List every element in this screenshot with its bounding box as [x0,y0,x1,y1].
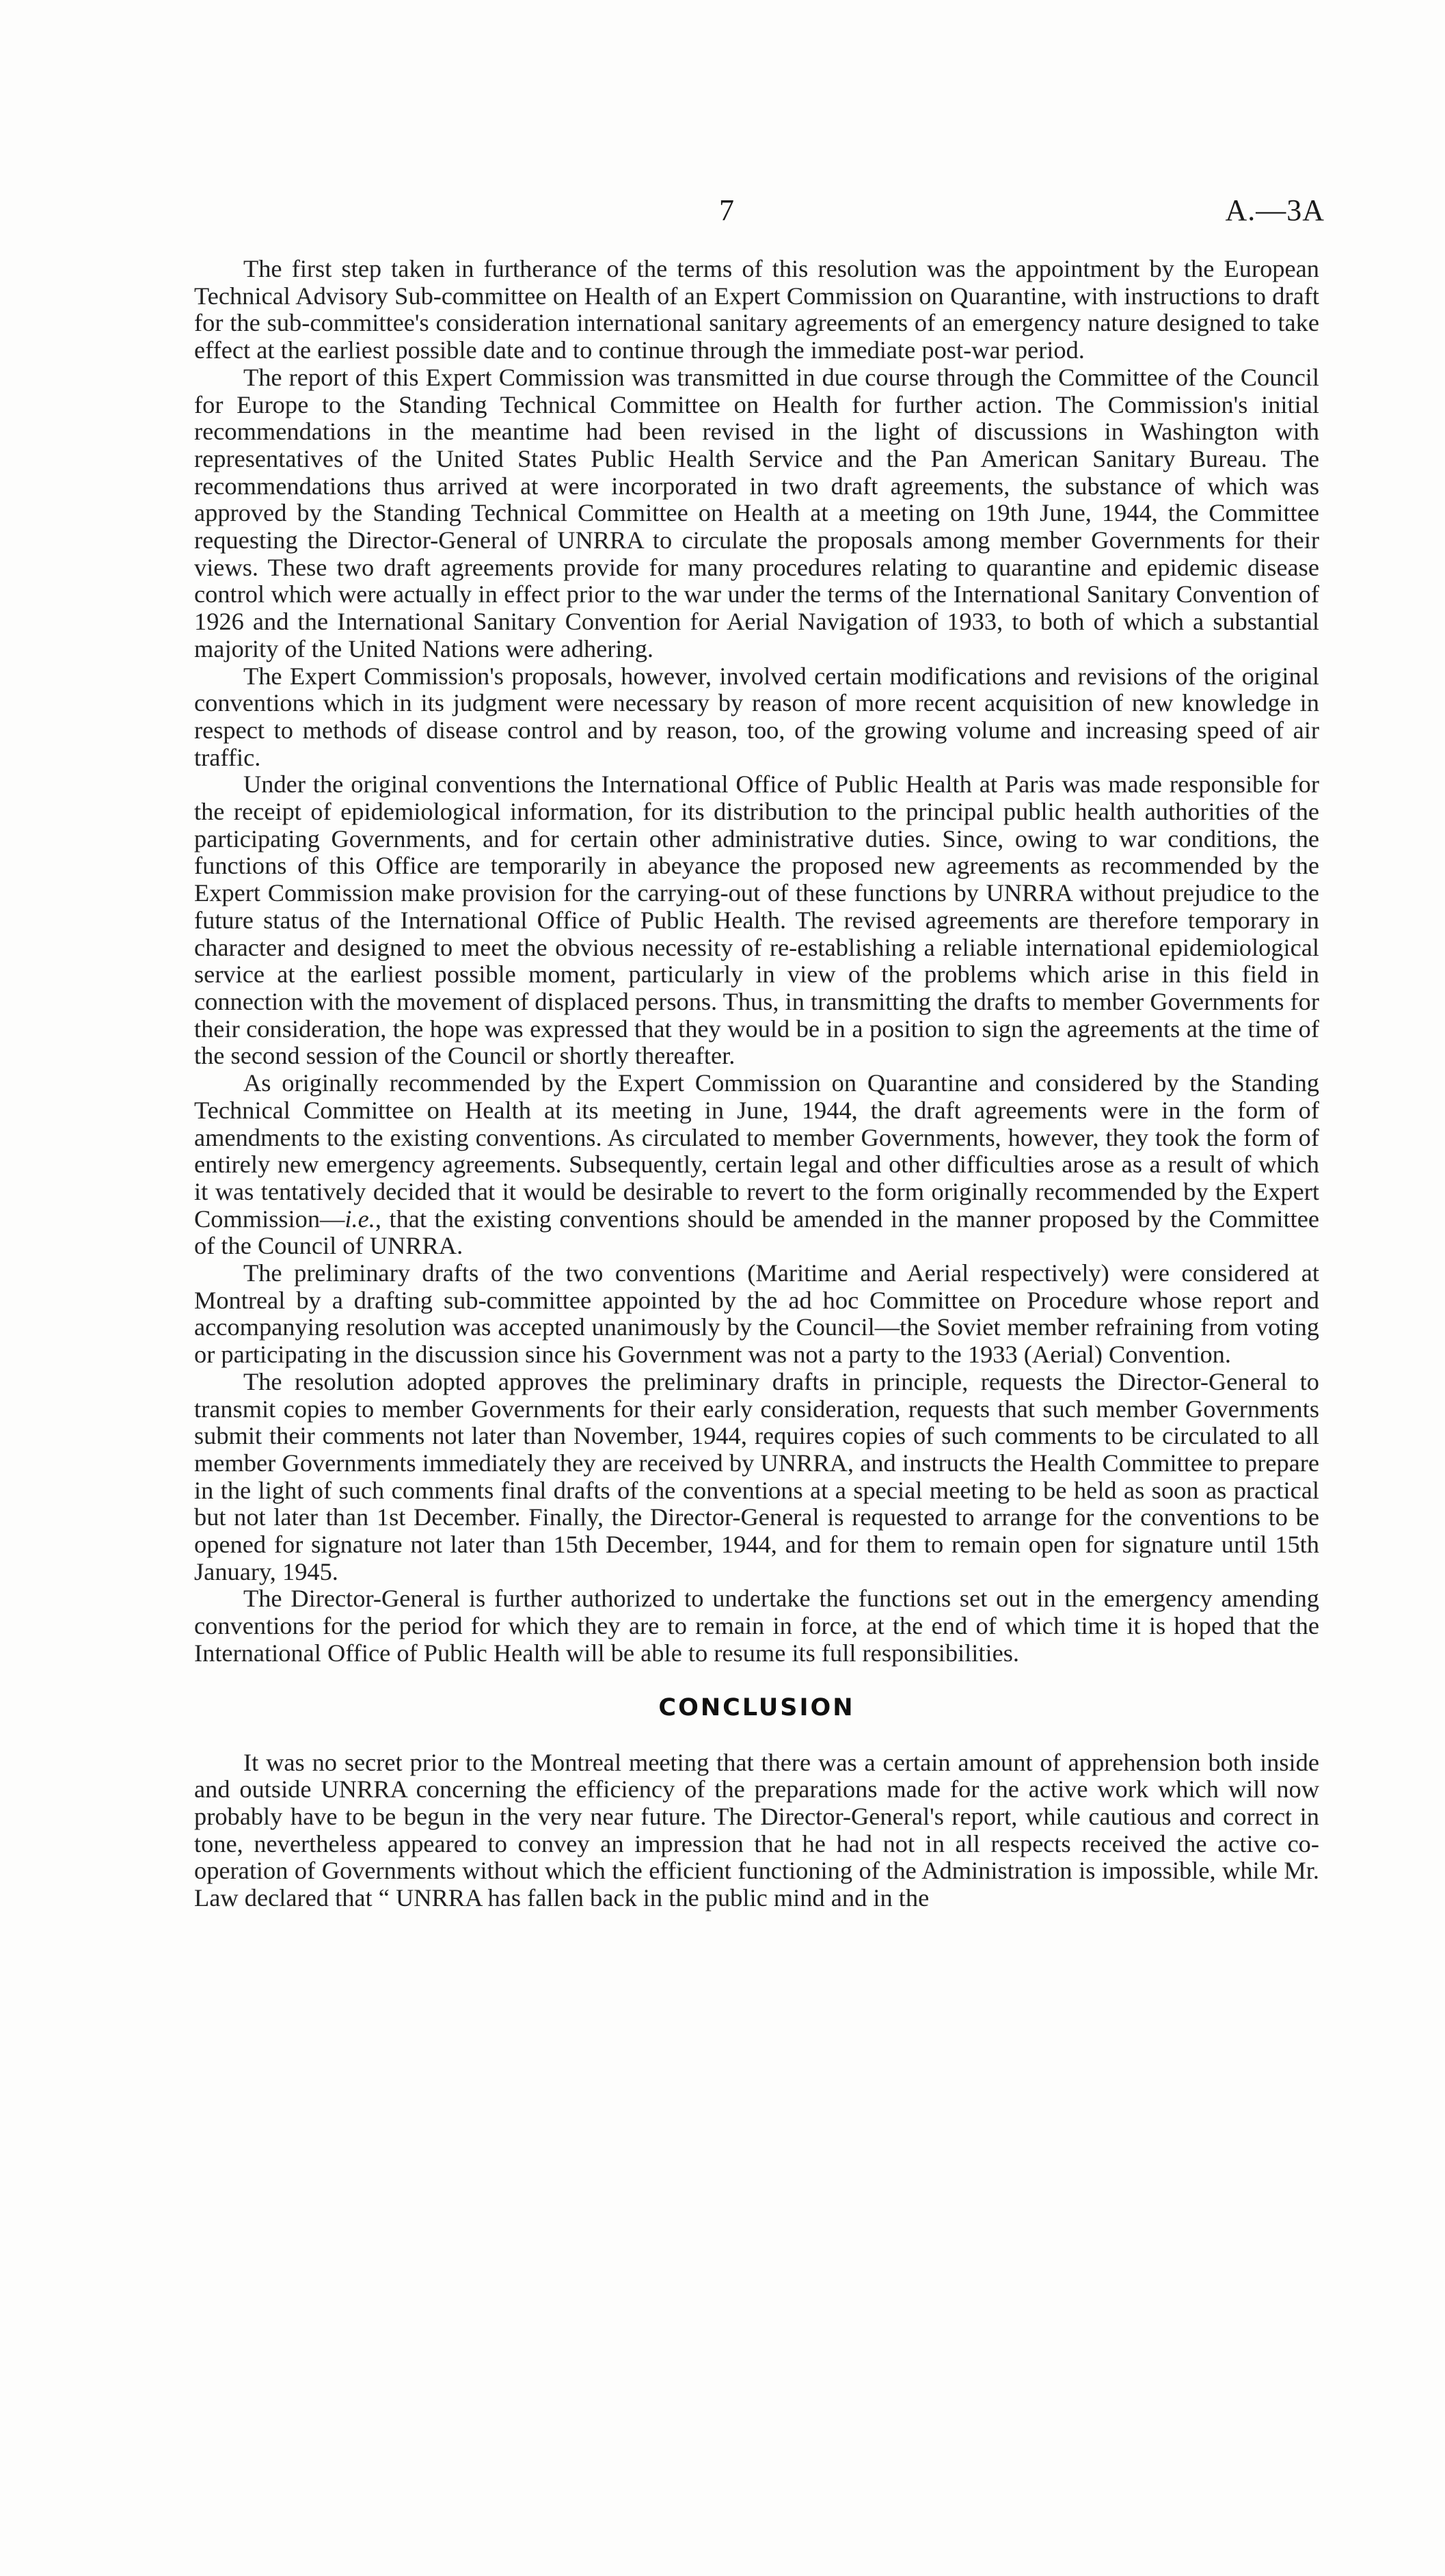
paragraph-proposals-modifications: The Expert Commission's proposals, however, involved certain modifications and revisions of the original conventions which in its judgment were necessary by reason of more recent acquisition of new knowledge in respect to methods of disease control and by reason, too, of the growing volume and increasing speed of air traffic. [194,662,1319,771]
paragraph-resolution-adopted: The resolution adopted approves the preliminary drafts in principle, requests the Director-General to transmit copies to member Governments for their early consideration, requests that such member Governments submit their comments not later than November, 1944, requires copies of such comments to be circulated to all member Governments immediately they are received by UNRRA, and instructs the Health Committee to prepare in the light of such comments final drafts of the conventions at a special meeting to be held as soon as practical but not later than 1st December. Finally, the Director-General is requested to arrange for the conventions to be opened for signature not later than 15th December, 1944, and for them to remain open for signature until 15th January, 1945. [194,1367,1319,1585]
page-number: 7 [719,193,734,227]
document-body [194,256,1319,1912]
conclusion-heading: CONCLUSION [658,1693,855,1721]
paragraph-italic-ie: i.e. [345,1205,375,1233]
paragraph-draft-agreements-form [194,1070,1319,1260]
paragraph-expert-commission-appointment: The first step taken in furtherance of the terms of this resolution was the appointment by the European Technical Advisory Sub-committee on Health of an Expert Commission on Quarantine, with instructions to draft for the sub-committee's consideration international sanitary agreements of an emergency nature designed to take effect at the earliest possible date and to continue through the immediate post-war period. [194,255,1319,364]
paragraph-report-transmitted: The report of this Expert Commission was transmitted in due course through the Committee of the Council for Europe to the Standing Technical Committee on Health for further action. The Commission's initial recommendations in the meantime had been revised in the light of discussions in Washington with representatives of the United States Public Health Service and the Pan American Sanitary Bureau. The recommendations thus arrived at were incorporated in two draft agreements, the substance of which was approved by the Standing Technical Committee on Health at a meeting on 19th June, 1944, the Committee requesting the Director-General of UNRRA to circulate the proposals among member Governments for their views. These two draft agreements provide for many procedures relating to quarantine and epidemic disease control which were actually in effect prior to the war under the terms of the International Sanitary Convention of 1926 and the International Sanitary Convention for Aerial Navigation of 1933, to both of which a substantial majority of the United Nations were adhering. [194,363,1319,662]
paragraph-text-part: As originally recommended by the Expert Commission on Quarantine and considered by the Standing Technical Committee on Health at its meeting in June, 1944, the draft agreements were in the form of amendments to the existing conventions. As circulated to member Governments, however, they took the form of entirely new emergency agreements. Subsequently, certain legal and other difficulties arose as a result of which it was tentatively decided that it would be desirable to revert to the form originally recommended by the Expert Commission— [194,1069,1319,1233]
paragraph-text-part: , that the existing conventions should be amended in the manner proposed by the Committee of the Council of UNRRA. [194,1205,1319,1260]
paragraph-international-office: Under the original conventions the International Office of Public Health at Paris was made responsible for the receipt of epidemiological information, for its distribution to the principal public health authorities of the participating Governments, and for certain other administrative duties. Since, owing to war conditions, the functions of this Office are temporarily in abeyance the proposed new agreements as recommended by the Expert Commission make provision for the carrying-out of these functions by UNRRA without prejudice to the future status of the International Office of Public Health. The revised agreements are therefore temporary in character and designed to meet the obvious necessity of re-establishing a reliable international epidemiological service at the earliest possible moment, particularly in view of the problems which arise in this field in connection with the movement of displaced persons. Thus, in transmitting the drafts to member Governments for their consideration, the hope was expressed that they would be in a position to sign the agreements at the time of the second session of the Council or shortly thereafter. [194,770,1319,1070]
document-reference: A.—3A [1225,193,1325,227]
paragraph-director-general-authorized: The Director-General is further authorized to undertake the functions set out in the emergency amending conventions for the period for which they are to remain in force, at the end of which time it is hoped that the International Office of Public Health will be able to resume its full responsibilities. [194,1585,1319,1667]
paragraph-conclusion: It was no secret prior to the Montreal meeting that there was a certain amount of apprehension both inside and outside UNRRA concerning the efficiency of the preparations made for the active work which will now probably have to be begun in the very near future. The Director-General's report, while cautious and correct in tone, nevertheless appeared to convey an impression that he had not in all respects received the active co-operation of Governments without which the efficient functioning of the Administration is impossible, while Mr. Law declared that “ UNRRA has fallen back in the public mind and in the [194,1748,1319,1912]
page-header [0,193,1445,234]
paragraph-montreal-drafts: The preliminary drafts of the two conventions (Maritime and Aerial respectively) were considered at Montreal by a drafting sub-committee appointed by the ad hoc Committee on Procedure whose report and accompanying resolution was accepted unanimously by the Council—the Soviet member refraining from voting or participating in the discussion since his Government was not a party to the 1933 (Aerial) Convention. [194,1259,1319,1369]
